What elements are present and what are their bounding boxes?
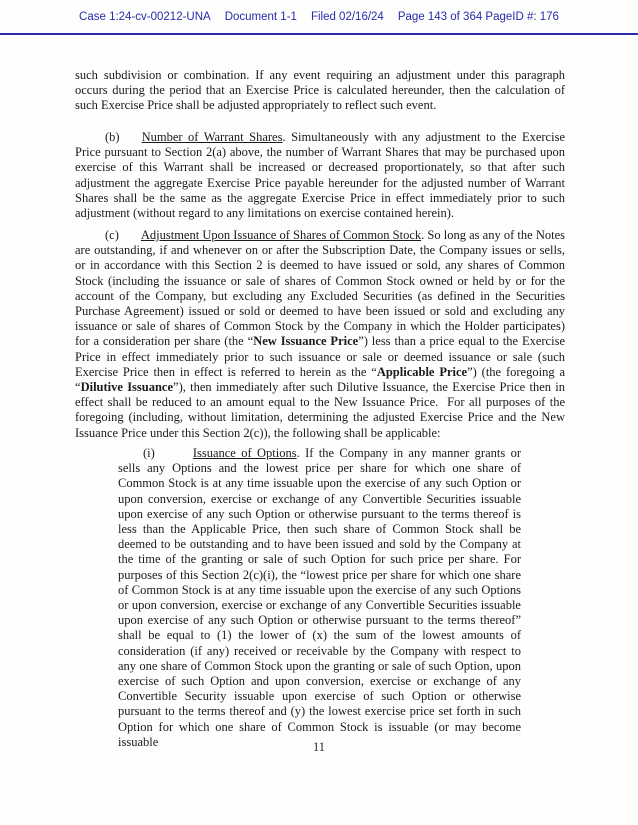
paragraph-b-heading: Number of Warrant Shares — [141, 130, 283, 144]
document-number: Document 1-1 — [224, 11, 297, 23]
case-number: Case 1:24-cv-00212-UNA — [79, 11, 211, 23]
paragraph-b-text: . Simultaneously with any adjustment to the Exercise Price pursuant to Section 2(a) above, the number of Warrant Shares that may be purchased upon exercise of this Warrant shall be increased or decreased proportionately, so that after such adjustment the aggregate Exercise Price payable hereunder for the adjusted number of Warrant Shares shall be the same as the aggregate Exercise Price in effect immediately prior to such adjustment (without regard to any limitations on exercise contained herein). — [75, 130, 565, 221]
paragraph-c — [75, 228, 565, 441]
paragraph-i-label: (i) — [143, 446, 155, 460]
paragraph-b — [75, 130, 565, 221]
paragraph-intro — [75, 68, 565, 114]
court-filing-header — [0, 11, 638, 23]
paragraph-c-text-4: ”), then immediately after such Dilutive Issuance, the Exercise Price then in effect shall be reduced to an amount equal to the New Issuance Price. For all purposes of the foregoing (including, without limitation, determining the adjusted Exercise Price and the New Issuance Price under this Section 2(c)), the following shall be applicable: — [75, 380, 565, 440]
page-info: Page 143 of 364 PageID #: 176 — [397, 11, 559, 23]
page-number: 11 — [312, 740, 326, 754]
defined-term-dilutive-issuance: Dilutive Issuance — [80, 380, 174, 395]
paragraph-i-heading: Issuance of Options — [192, 446, 297, 460]
defined-term-applicable-price: Applicable Price — [376, 364, 468, 379]
header-divider-rule — [0, 33, 638, 35]
paragraph-c-text-1: . So long as any of the Notes are outstanding, if and whenever on or after the Subscription Date, the Company issues or sells, or in accordance with this Section 2 is deemed to have issued or sold, any shares of Common Stock (including the issuance or sale of shares of Common Stock owned or held by or for the account of the Company, but excluding any Excluded Securities (as defined in the Securities Purchase Agreement) issued or sold or deemed to have been issued or sold and excluding any issuance or sale of shares of Common Stock by the Company in which the Holder participates) for a consideration per share (the “ — [75, 228, 565, 349]
paragraph-c-label: (c) — [105, 228, 119, 242]
paragraph-c-text-2: ”) less than a price equal to the Exercise Price in effect immediately prior to such issuance or sale or deemed issuance or sale (such Exercise Price then in effect is referred to herein as the “ — [75, 334, 565, 379]
filed-date: Filed 02/16/24 — [310, 11, 384, 23]
paragraph-i-text: . If the Company in any manner grants or sells any Options and the lowest price per share for which one share of Common Stock is at any time issuable upon the exercise of any such Option or upon conversion, exercise or exchange of any Convertible Securities issuable upon exercise of any such Option or otherwise pursuant to the terms thereof is less than the Applicable Price, then such share of Common Stock shall be deemed to be outstanding and to have been issued and sold by the Company at the time of the granting or sale of such Option for such price per share. For purposes of this Section 2(c)(i), the “lowest price per share for which one share of Common Stock is at any time issuable upon the exercise of any such Options or upon conversion, exercise or exchange of any Convertible Securities issuable upon exercise of any such Option or otherwise pursuant to the terms thereof” shall be equal to (1) the lower of (x) the sum of the lowest amounts of consideration (if any) received or receivable by the Company with respect to any one share of Common Stock upon the granting or sale of such Option, upon exercise of such Option and upon conversion, exercise or exchange of any Convertible Security issuable upon exercise of such Option or otherwise pursuant to the terms thereof and (y) the lowest exercise price set forth in such Option for which one share of Common Stock is issuable (or may become issuable — [118, 446, 521, 749]
paragraph-c-heading: Adjustment Upon Issuance of Shares of Common Stock — [140, 228, 422, 242]
paragraph-c-text-3: ”) (the foregoing a “ — [75, 364, 565, 395]
paragraph-i — [118, 446, 521, 750]
paragraph-b-label: (b) — [105, 130, 120, 144]
paragraph-intro-text: such subdivision or combination. If any event requiring an adjustment under this paragraph occurs during the period that an Exercise Price is calculated hereunder, then the calculation of such Exercise Price shall be adjusted appropriately to reflect such event. — [75, 68, 565, 113]
defined-term-new-issuance-price: New Issuance Price — [253, 334, 359, 349]
